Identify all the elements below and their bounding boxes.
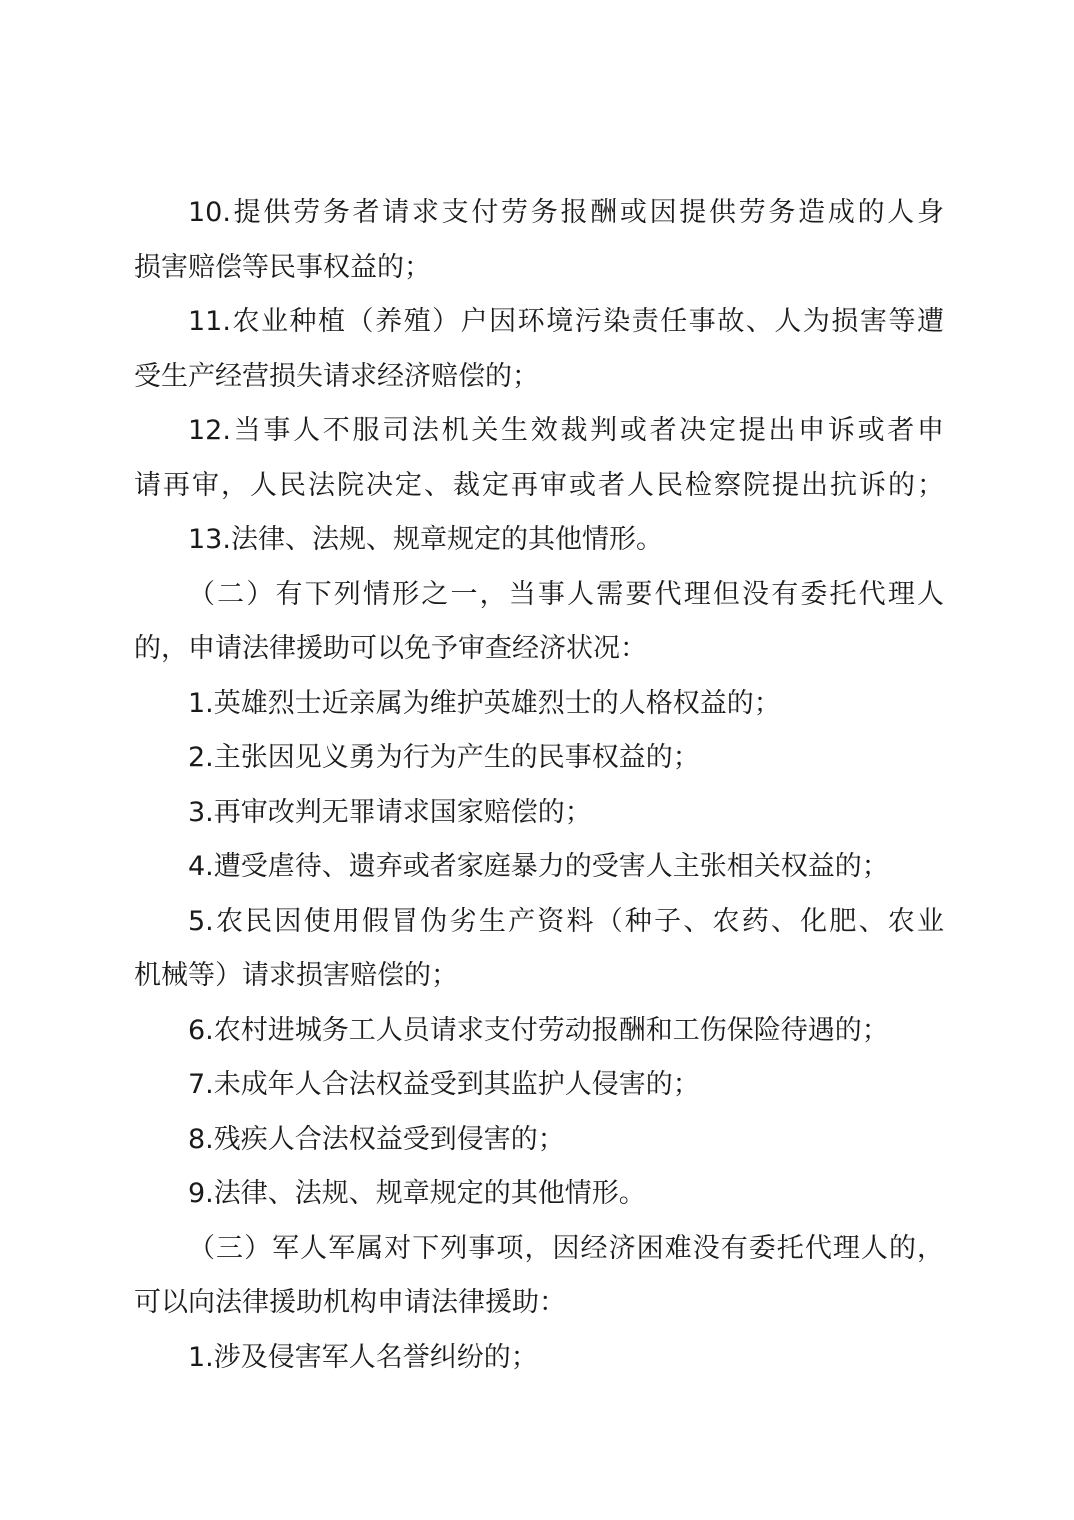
- text-line: 12.当事人不服司法机关生效裁判或者决定提出申诉或者申: [188, 415, 944, 446]
- text-line: 11.农业种植（养殖）户因环境污染责任事故、人为损害等遭: [188, 306, 944, 337]
- text-line: 1.涉及侵害军人名誉纠纷的；: [188, 1342, 538, 1373]
- text-line: 受生产经营损失请求经济赔偿的；: [134, 361, 539, 392]
- text-line: 5.农民因使用假冒伪劣生产资料（种子、农药、化肥、农业: [188, 906, 944, 937]
- text-line: 10.提供劳务者请求支付劳务报酬或因提供劳务造成的人身: [188, 197, 944, 228]
- text-line: （二）有下列情形之一，当事人需要代理但没有委托代理人: [188, 579, 944, 610]
- text-line: 可以向法律援助机构申请法律援助：: [134, 1287, 566, 1318]
- text-line: 2.主张因见义勇为行为产生的民事权益的；: [188, 742, 700, 773]
- text-line: 4.遭受虐待、遗弃或者家庭暴力的受害人主张相关权益的；: [188, 851, 889, 882]
- text-line: 7.未成年人合法权益受到其监护人侵害的；: [188, 1069, 700, 1100]
- text-line: 请再审，人民法院决定、裁定再审或者人民检察院提出抗诉的；: [134, 470, 944, 501]
- text-line: 3.再审改判无罪请求国家赔偿的；: [188, 797, 592, 828]
- text-line: 8.残疾人合法权益受到侵害的；: [188, 1124, 565, 1155]
- text-line: 13.法律、法规、规章规定的其他情形。: [188, 524, 663, 555]
- text-line: 损害赔偿等民事权益的；: [134, 252, 431, 283]
- text-line: 1.英雄烈士近亲属为维护英雄烈士的人格权益的；: [188, 688, 781, 719]
- text-line: 机械等）请求损害赔偿的；: [134, 960, 458, 991]
- text-line: （三）军人军属对下列事项，因经济困难没有委托代理人的，: [188, 1233, 944, 1264]
- text-line: 6.农村进城务工人员请求支付劳动报酬和工伤保险待遇的；: [188, 1015, 889, 1046]
- text-line: 9.法律、法规、规章规定的其他情形。: [188, 1178, 646, 1209]
- text-line: 的，申请法律援助可以免予审查经济状况：: [134, 633, 647, 664]
